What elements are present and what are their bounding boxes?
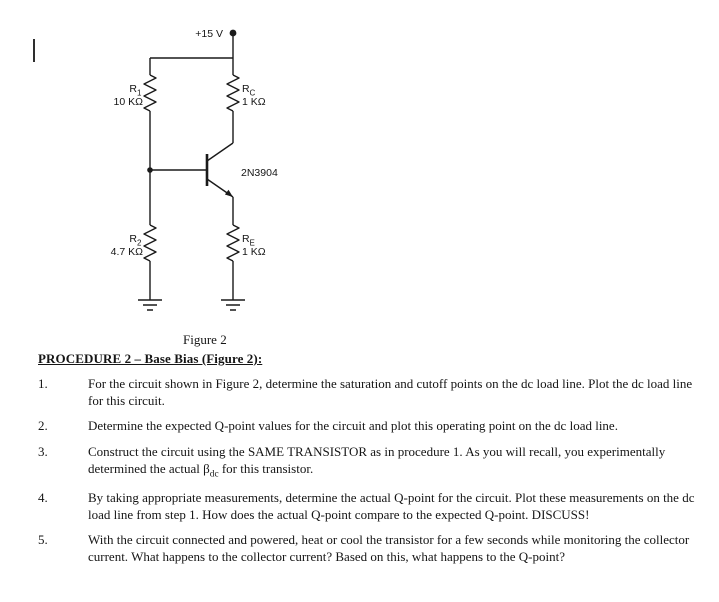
resistor-r1-symbol [144,75,156,111]
item-text [88,444,708,481]
item-number: 1. [38,376,48,391]
resistor-re-subscript: E [249,238,255,248]
resistor-r2-subscript: 2 [137,238,142,248]
emitter-arrow [225,190,233,197]
figure-2-circuit [85,8,345,358]
supply-node-dot [230,30,237,37]
transistor-symbol [207,154,233,197]
item-text: With the circuit connected and powered, heat or cool the transistor for a few seconds while monitoring the collector current. What happens to the collector current? Based on this, what happens to the Q-point? [88,532,690,564]
item-text-part: for this transistor. [218,460,314,476]
resistor-re-label: R [242,233,250,245]
figure-caption: Figure 2 [183,332,227,347]
resistor-r1-label: R [129,83,137,95]
procedure-item-1 [38,376,712,409]
item-text: Determine the expected Q-point values for the circuit and plot this operating point on the dc load line. [88,418,618,434]
circuit-wires [150,33,233,300]
supply-voltage-label: +15 V [195,28,223,40]
resistor-rc-subscript: C [249,88,256,98]
resistor-rc-symbol [227,75,239,111]
procedure-item-4 [38,490,712,523]
item-text: By taking appropriate measurements, determine the actual Q-point for the circuit. Plot these measurements on the dc load line from step 1. How does the actual Q-point compare to the expected Q-point. DISCUSS! [88,490,695,522]
procedure-heading: PROCEDURE 2 – Base Bias (Figure 2): [38,351,263,366]
resistor-re-value: 1 KΩ [242,246,266,258]
procedure-item-5 [38,532,712,565]
ground-symbol-right [221,300,245,310]
procedure-item-3 [38,444,712,481]
resistor-rc-label: R [242,83,250,95]
resistor-rc-value: 1 KΩ [242,96,266,108]
item-text: For the circuit shown in Figure 2, determine the saturation and cutoff points on the dc load line. Plot the dc load line for this circuit. [88,376,693,408]
item-number: 5. [38,532,48,548]
item-number: 2. [38,418,48,434]
resistor-r2-symbol [144,225,156,261]
resistor-re-symbol [227,225,239,261]
procedure-item-2 [38,418,712,435]
resistor-r2-label: R [129,233,137,245]
base-junction-dot [147,167,153,173]
margin-mark [33,39,35,62]
item-number: 3. [38,443,48,459]
resistor-r1-subscript: 1 [137,88,142,98]
ground-symbol-left [138,300,162,310]
circuit-diagram [85,8,345,353]
beta-subscript: dc [209,469,219,480]
resistor-r1-value: 10 KΩ [113,96,143,108]
procedure-section [38,351,712,575]
resistor-r2-value: 4.7 KΩ [110,246,143,258]
transistor-type-label: 2N3904 [241,167,278,179]
item-number: 4. [38,490,48,506]
item-text-part: Construct the circuit using the SAME TRANSISTOR as in procedure 1. As you will recall, you experimentally determined the actual β [88,443,666,476]
